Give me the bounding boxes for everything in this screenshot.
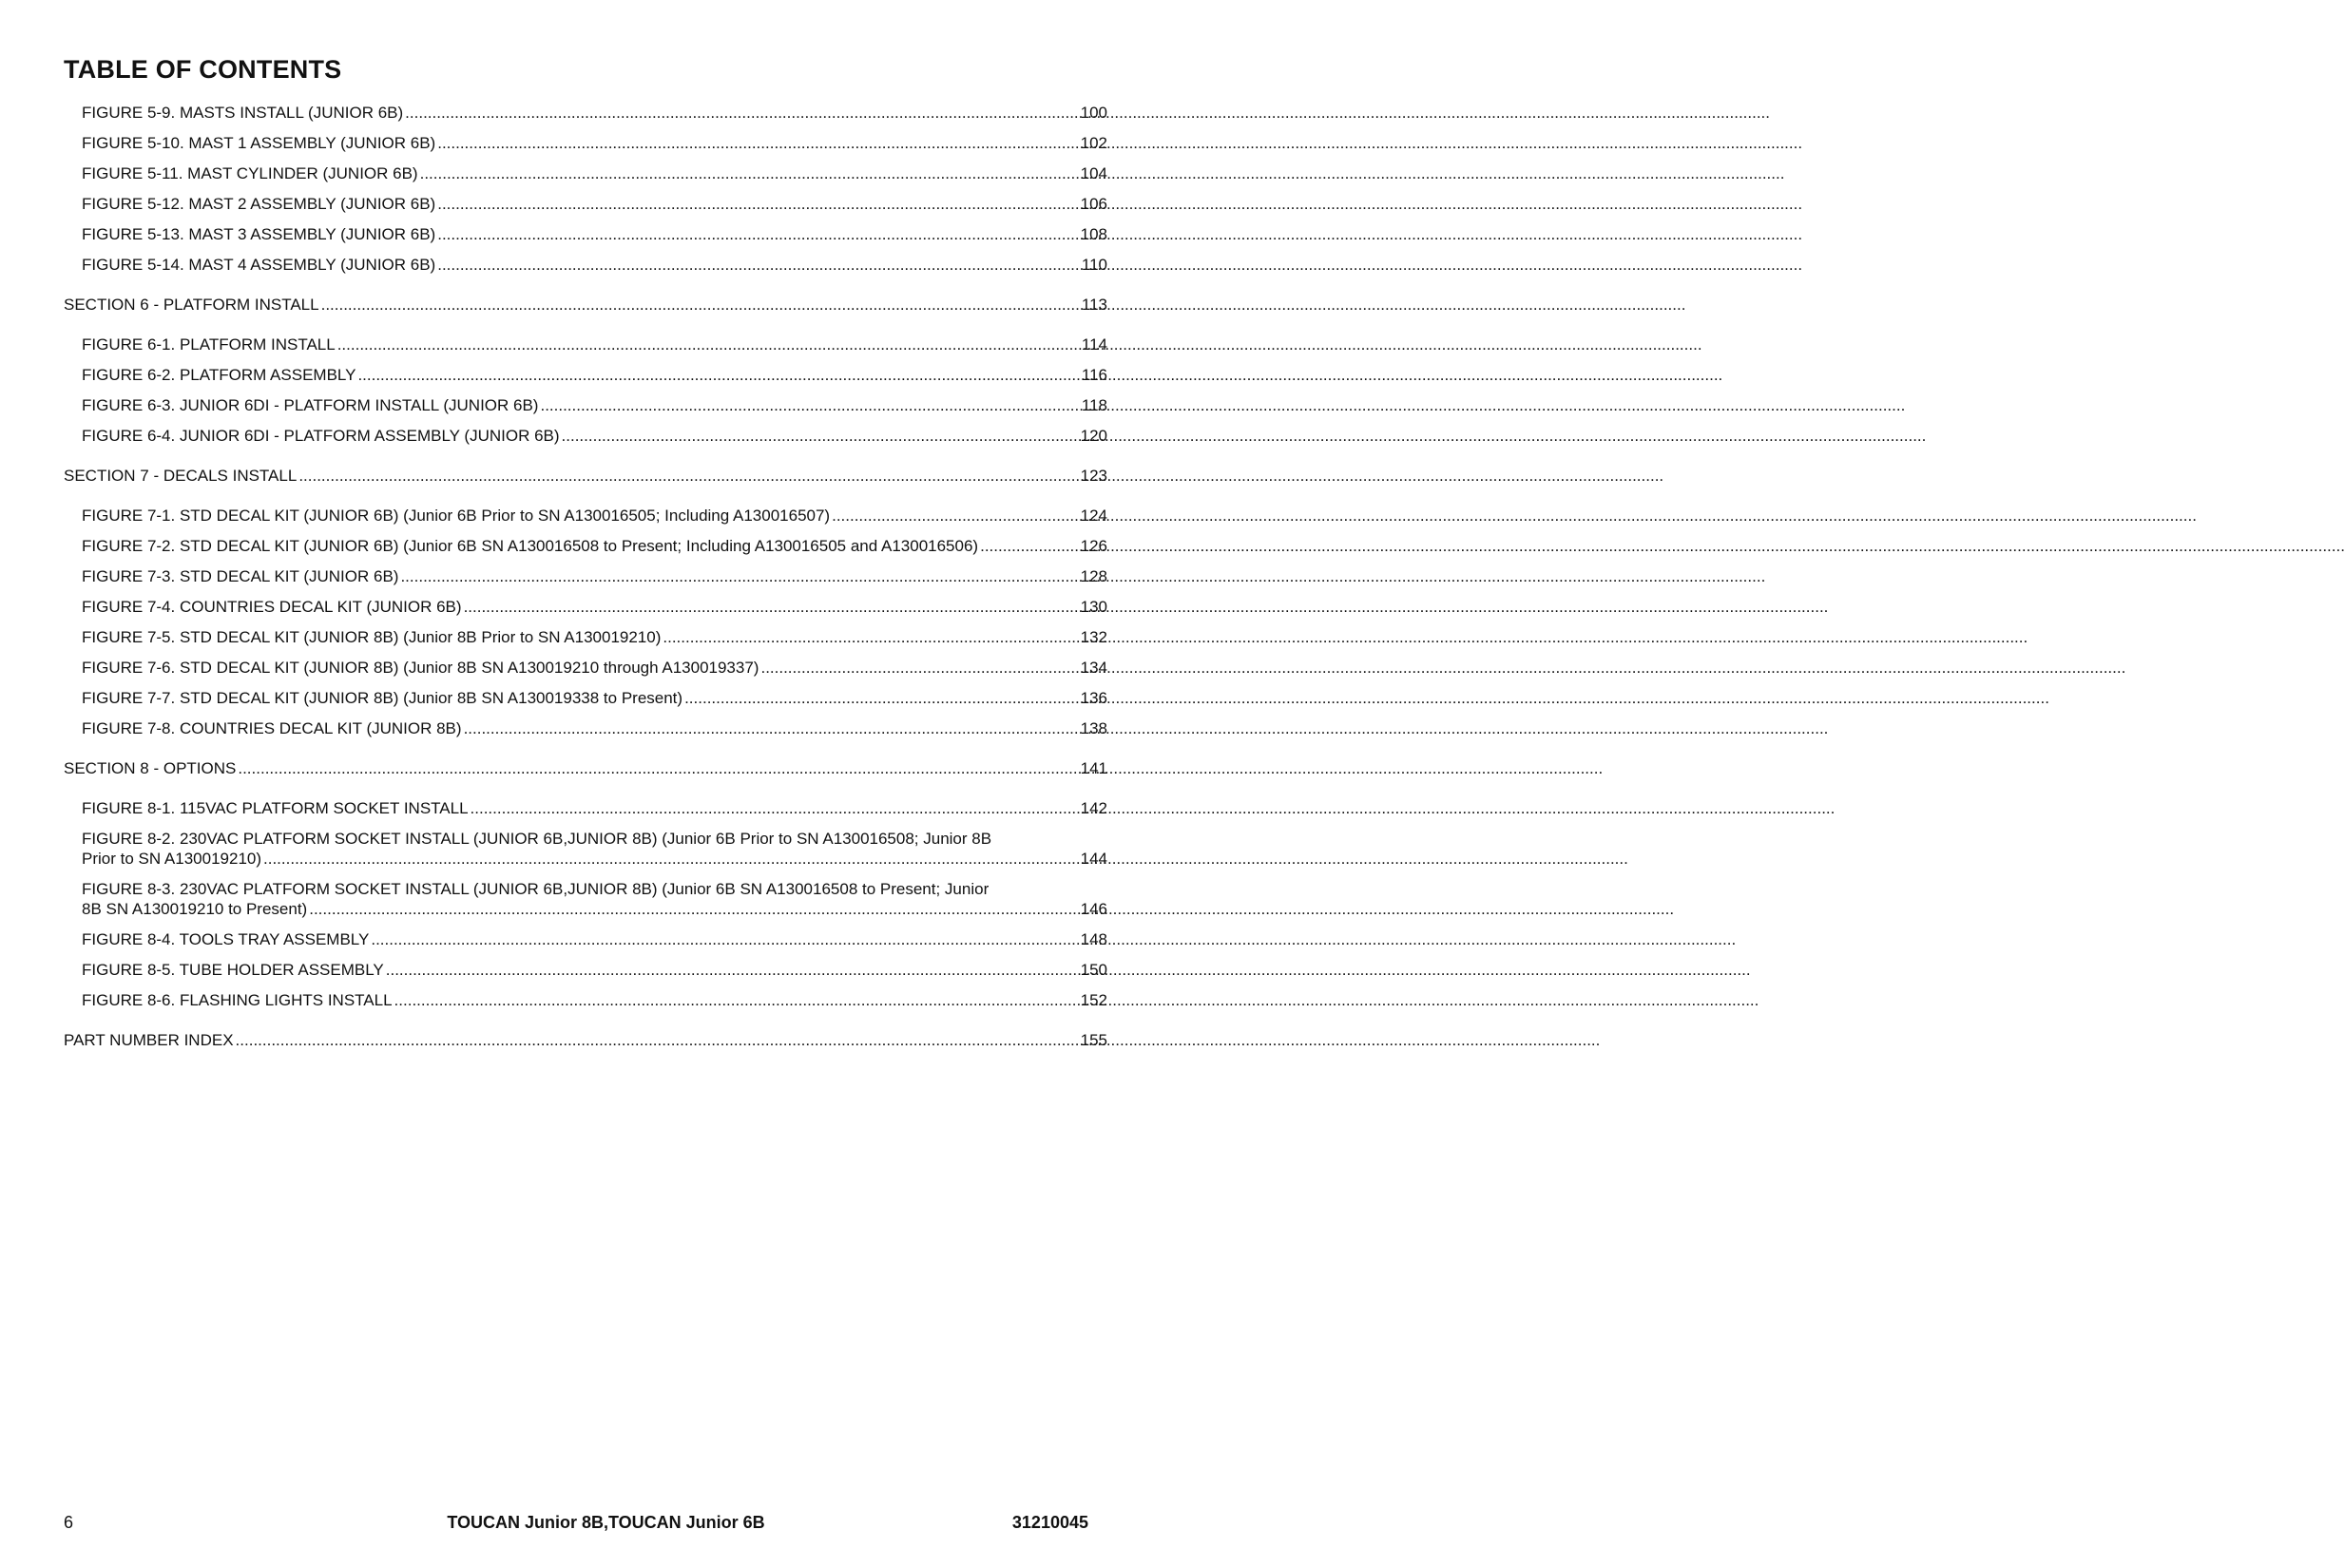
leader-dots <box>238 758 1078 778</box>
toc-entry-page: 141 <box>1080 759 1107 777</box>
toc-entry-page: 116 <box>1081 366 1107 384</box>
toc-entry[interactable] <box>64 718 1107 738</box>
toc-entry-page: 124 <box>1080 507 1107 525</box>
toc-entry-title: FIGURE 8-3. 230VAC PLATFORM SOCKET INSTALL (JUNIOR 6B,JUNIOR 8B) (Junior 6B SN A130016508 to Present; Junior <box>82 880 990 898</box>
toc-entry-page: 113 <box>1081 296 1107 314</box>
toc-entry-page: 155 <box>1080 1031 1107 1049</box>
leader-dots <box>405 103 1078 123</box>
toc-entry[interactable] <box>64 255 1107 275</box>
toc-entry-page: 152 <box>1080 991 1107 1009</box>
toc-section-entry[interactable] <box>64 466 1107 486</box>
toc-entry-title: SECTION 6 - PLATFORM INSTALL <box>64 296 319 314</box>
toc-entry[interactable] <box>64 335 1107 354</box>
leader-dots <box>309 899 1078 919</box>
toc-entry-page: 128 <box>1080 567 1107 585</box>
toc-entry-page: 126 <box>1080 537 1107 555</box>
toc-section-entry[interactable] <box>64 1030 1107 1050</box>
leader-dots <box>464 718 1079 738</box>
toc-entry-page: 108 <box>1080 225 1107 243</box>
leader-dots <box>371 929 1078 949</box>
leader-dots <box>832 506 1079 526</box>
footer-page-number: 6 <box>64 1513 74 1532</box>
leader-dots <box>321 295 1080 315</box>
toc-entry[interactable] <box>64 426 1107 446</box>
toc-section-entry[interactable] <box>64 758 1107 778</box>
toc-entry-page: 110 <box>1081 256 1107 274</box>
toc-entry[interactable] <box>64 506 1107 526</box>
leader-dots <box>394 990 1079 1010</box>
toc-entry-page: 144 <box>1080 850 1107 868</box>
leader-dots <box>437 133 1078 153</box>
leader-dots <box>420 163 1079 183</box>
toc-entry[interactable] <box>64 960 1107 980</box>
leader-dots <box>298 466 1078 486</box>
leader-dots <box>236 1030 1079 1050</box>
toc-entry-title: FIGURE 5-9. MASTS INSTALL (JUNIOR 6B) <box>82 104 404 122</box>
toc-entry-page: 142 <box>1080 799 1107 817</box>
toc-entry-title: FIGURE 7-8. COUNTRIES DECAL KIT (JUNIOR 8B) <box>82 719 462 737</box>
toc-entry[interactable] <box>64 879 1107 919</box>
toc-entry-title: FIGURE 6-3. JUNIOR 6DI - PLATFORM INSTALL (JUNIOR 6B) <box>82 396 539 414</box>
toc-entry[interactable] <box>64 365 1107 385</box>
toc-entry-page: 118 <box>1081 396 1107 414</box>
page-title: TABLE OF CONTENTS <box>64 55 342 84</box>
toc-entry-title-continued: Prior to SN A130019210) <box>82 850 262 868</box>
toc-entry[interactable] <box>64 194 1107 214</box>
toc-entry-title: FIGURE 6-2. PLATFORM ASSEMBLY <box>82 366 356 384</box>
toc-entry[interactable] <box>64 688 1107 708</box>
leader-dots <box>760 658 1078 678</box>
toc-entry-title: FIGURE 7-3. STD DECAL KIT (JUNIOR 6B) <box>82 567 399 585</box>
toc-entry[interactable] <box>64 224 1107 244</box>
toc-entry-title: FIGURE 8-1. 115VAC PLATFORM SOCKET INSTALL <box>82 799 469 817</box>
toc-entry-title: FIGURE 5-12. MAST 2 ASSEMBLY (JUNIOR 6B) <box>82 195 436 213</box>
toc-entry-page: 104 <box>1080 164 1107 182</box>
toc-entry-page: 130 <box>1080 598 1107 616</box>
toc-entry-title: FIGURE 7-5. STD DECAL KIT (JUNIOR 8B) (Junior 8B Prior to SN A130019210) <box>82 628 662 646</box>
toc-entry[interactable] <box>64 627 1107 647</box>
toc-entry-page: 132 <box>1080 628 1107 646</box>
toc-entry-page: 106 <box>1080 195 1107 213</box>
toc-entry-title: FIGURE 7-4. COUNTRIES DECAL KIT (JUNIOR 6B) <box>82 598 462 616</box>
leader-dots <box>263 849 1079 869</box>
leader-dots <box>337 335 1080 354</box>
toc-entry[interactable] <box>64 103 1107 123</box>
toc-entry-title: FIGURE 8-6. FLASHING LIGHTS INSTALL <box>82 991 393 1009</box>
leader-dots <box>464 597 1079 617</box>
toc-entry-page: 123 <box>1080 467 1107 485</box>
toc-entry-title: SECTION 8 - OPTIONS <box>64 759 237 777</box>
toc-entry-title: FIGURE 8-5. TUBE HOLDER ASSEMBLY <box>82 961 384 979</box>
toc-entry[interactable] <box>64 829 1107 869</box>
leader-dots <box>980 536 1079 556</box>
toc-entry[interactable] <box>64 133 1107 153</box>
toc-entry-title: FIGURE 8-4. TOOLS TRAY ASSEMBLY <box>82 930 370 948</box>
toc-entry-page: 100 <box>1080 104 1107 122</box>
toc-entry-title: FIGURE 5-13. MAST 3 ASSEMBLY (JUNIOR 6B) <box>82 225 436 243</box>
toc-entry-page: 148 <box>1080 930 1107 948</box>
leader-dots <box>400 566 1078 586</box>
leader-dots <box>663 627 1078 647</box>
toc-entry-title: FIGURE 6-1. PLATFORM INSTALL <box>82 335 336 354</box>
toc-entry[interactable] <box>64 798 1107 818</box>
leader-dots <box>437 194 1078 214</box>
toc-entry-title: FIGURE 5-10. MAST 1 ASSEMBLY (JUNIOR 6B) <box>82 134 436 152</box>
toc-entry[interactable] <box>64 536 1107 556</box>
toc-entry-title: FIGURE 7-6. STD DECAL KIT (JUNIOR 8B) (Junior 8B SN A130019210 through A130019337) <box>82 659 759 677</box>
toc-entry-title: SECTION 7 - DECALS INSTALL <box>64 467 298 485</box>
leader-dots <box>562 426 1079 446</box>
toc-entry-page: 136 <box>1080 689 1107 707</box>
toc-entry[interactable] <box>64 163 1107 183</box>
toc-entry-page: 120 <box>1080 427 1107 445</box>
toc-entry[interactable] <box>64 658 1107 678</box>
toc-entry-title: FIGURE 7-2. STD DECAL KIT (JUNIOR 6B) (Junior 6B SN A130016508 to Present; Including A130016505 and A130016506) <box>82 537 979 555</box>
toc-section-entry[interactable] <box>64 295 1107 315</box>
toc-entry-title-continued: 8B SN A130019210 to Present) <box>82 900 308 918</box>
toc-entry-title: FIGURE 7-7. STD DECAL KIT (JUNIOR 8B) (Junior 8B SN A130019338 to Present) <box>82 689 683 707</box>
toc-entry-title: FIGURE 6-4. JUNIOR 6DI - PLATFORM ASSEMBLY (JUNIOR 6B) <box>82 427 560 445</box>
toc-entry-title: FIGURE 7-1. STD DECAL KIT (JUNIOR 6B) (Junior 6B Prior to SN A130016505; Including A130016507) <box>82 507 831 525</box>
toc-entry-title: FIGURE 8-2. 230VAC PLATFORM SOCKET INSTALL (JUNIOR 6B,JUNIOR 8B) (Junior 6B Prior to SN A130016508; Junior 8B <box>82 830 992 848</box>
toc-entry-title: FIGURE 5-14. MAST 4 ASSEMBLY (JUNIOR 6B) <box>82 256 436 274</box>
leader-dots <box>684 688 1079 708</box>
footer-product-name: TOUCAN Junior 8B,TOUCAN Junior 6B <box>447 1513 765 1532</box>
toc-entry[interactable] <box>64 929 1107 949</box>
toc-entry-page: 150 <box>1080 961 1107 979</box>
leader-dots <box>437 224 1078 244</box>
toc-list <box>64 103 1107 1050</box>
leader-dots <box>437 255 1080 275</box>
toc-entry-title: FIGURE 5-11. MAST CYLINDER (JUNIOR 6B) <box>82 164 418 182</box>
toc-entry-page: 134 <box>1080 659 1107 677</box>
toc-entry[interactable] <box>64 566 1107 586</box>
leader-dots <box>540 395 1079 415</box>
toc-entry-page: 114 <box>1081 335 1107 354</box>
footer-document-number: 31210045 <box>1011 1513 1088 1532</box>
toc-entry-page: 102 <box>1080 134 1107 152</box>
toc-entry[interactable] <box>64 395 1107 415</box>
toc-entry-page: 138 <box>1080 719 1107 737</box>
toc-entry-page: 146 <box>1080 900 1107 918</box>
leader-dots <box>471 798 1079 818</box>
leader-dots <box>386 960 1079 980</box>
leader-dots <box>357 365 1079 385</box>
toc-entry[interactable] <box>64 990 1107 1010</box>
toc-entry[interactable] <box>64 597 1107 617</box>
toc-entry-title: PART NUMBER INDEX <box>64 1031 234 1049</box>
